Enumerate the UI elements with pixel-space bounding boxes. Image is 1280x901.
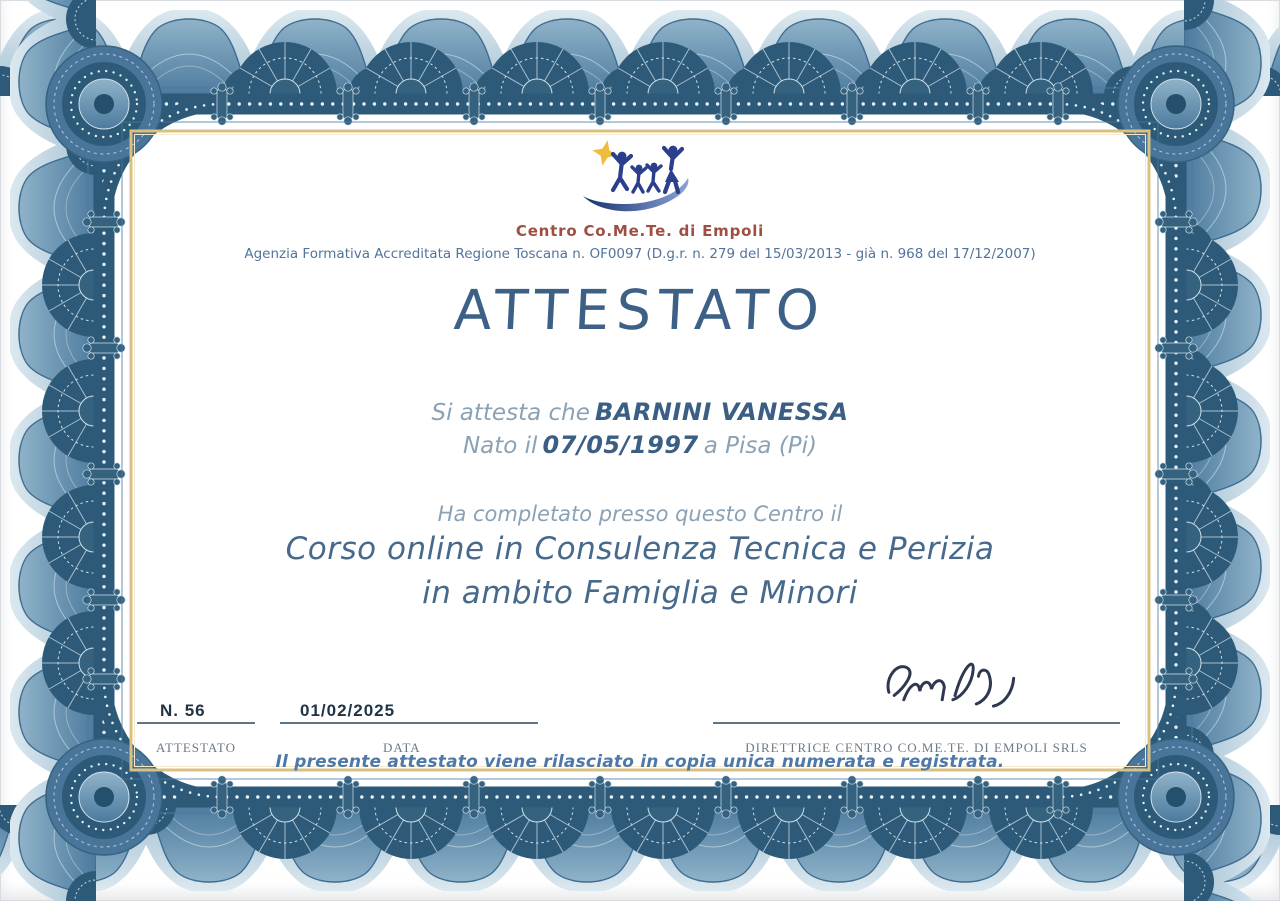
attest-prefix: Si attesta che (431, 400, 590, 426)
signature-rule (713, 722, 1120, 724)
star-icon (590, 138, 621, 168)
number-label: ATTESTATO (156, 740, 236, 755)
family-figures-logo (575, 138, 705, 224)
recipient-name: BARNINI VANESSA (594, 398, 849, 426)
birth-date: 07/05/1997 (542, 431, 699, 459)
course-title-line1: Corso online in Consulenza Tecnica e Perizia (285, 531, 995, 567)
birth-line (0, 431, 1280, 459)
issue-date: 01/02/2025 (300, 701, 396, 720)
signature-label: DIRETTRICE CENTRO CO.ME.TE. DI EMPOLI SRLS (745, 740, 1088, 755)
date-label: DATA (383, 740, 421, 755)
swoosh-icon (583, 178, 688, 211)
registration-note: Il presente attestato viene rilasciato in copia unica numerata e registrata. (275, 752, 1005, 772)
number-rule (137, 722, 255, 724)
certificate-number: N. 56 (160, 701, 206, 720)
family-figures (613, 146, 682, 192)
org-accreditation: Agenzia Formativa Accreditata Regione Toscana n. OF0097 (D.g.r. n. 279 del 15/03/2013 - già n. 968 del 17/12/2007) (244, 246, 1036, 262)
date-rule (280, 722, 538, 724)
completion-line: Ha completato presso questo Centro il (437, 502, 843, 526)
course-title-line2: in ambito Famiglia e Minori (422, 575, 858, 611)
birth-place: a Pisa (Pi) (703, 433, 818, 459)
signature-scribble (880, 656, 1030, 720)
certificate-title: ATTESTATO (452, 278, 828, 342)
attestation-line (0, 398, 1280, 426)
org-name: Centro Co.Me.Te. di Empoli (515, 222, 765, 240)
born-prefix: Nato il (462, 433, 538, 459)
